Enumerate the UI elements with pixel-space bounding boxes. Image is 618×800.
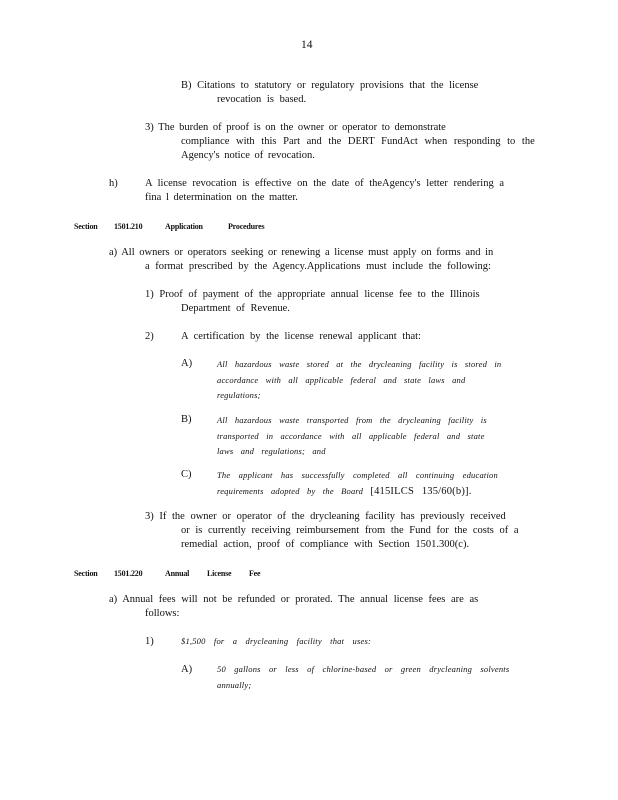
section-title-word: License xyxy=(207,569,232,578)
h-label: h) xyxy=(109,178,118,189)
section-1501-220-heading xyxy=(74,567,294,579)
application-line-1: a) All owners or operators seeking or renewing a license must apply on forms and in xyxy=(109,247,494,258)
fee-1-text: $1,500 for a drycleaning facility that uses: xyxy=(181,636,371,646)
section-word: Section xyxy=(74,222,98,231)
cert-c-line-2 xyxy=(217,484,537,500)
burden-of-proof-item xyxy=(145,121,545,163)
reimbursement-line-1: 3) If the owner or operator of the drycleaning facility has previously received xyxy=(145,511,506,522)
section-title-word: Application xyxy=(165,222,203,231)
payment-line-1: 1) Proof of payment of the appropriate annual license fee to the Illinois xyxy=(145,289,480,300)
revocation-effective-item xyxy=(145,177,545,205)
fee-1-a-line-1: 50 gallons or less of chlorine-based or green drycleaning solvents xyxy=(217,664,510,674)
annual-fees-line-2: follows: xyxy=(145,608,180,619)
section-title-word: Annual xyxy=(165,569,190,578)
reimbursement-line-3: remedial action, proof of compliance with Section 1501.300(c). xyxy=(181,539,470,550)
cert-b-text xyxy=(217,413,537,460)
fee-1-a-text xyxy=(217,662,537,693)
payment-line-2: Department of Revenue. xyxy=(181,303,290,314)
page-number: 14 xyxy=(301,39,313,51)
section-number: 1501.210 xyxy=(114,222,143,231)
section-title-word: Fee xyxy=(249,569,261,578)
cert-c-line-1: The applicant has successfully completed all continuing education xyxy=(217,470,498,480)
section-word: Section xyxy=(74,569,98,578)
citations-line-2: revocation is based. xyxy=(217,94,307,105)
cert-b-line-2: transported in accordance with all applicable federal and state xyxy=(217,430,485,441)
fee-1-a-line-2: annually; xyxy=(217,679,252,690)
annual-fees-line-1: a) Annual fees will not be refunded or prorated. The annual license fees are as xyxy=(109,594,479,605)
cert-b-line-1: All hazardous waste transported from the drycleaning facility is xyxy=(217,415,487,425)
burden-line-3: Agency's notice of revocation. xyxy=(181,150,315,161)
proof-of-payment-item xyxy=(145,288,525,316)
statutory-citation: [415ILCS 135/60(b)]. xyxy=(370,485,472,497)
citations-line-1: B) Citations to statutory or regulatory provisions that the license xyxy=(181,80,479,91)
certification-label: 2) xyxy=(145,331,154,342)
section-title-word: Procedures xyxy=(228,222,265,231)
certification-text: A certification by the license renewal applicant that: xyxy=(181,331,421,342)
application-line-2: a format prescribed by the Agency.Applications must include the following: xyxy=(145,261,491,272)
cert-a-label: A) xyxy=(181,358,193,369)
cert-c-text xyxy=(217,468,537,499)
cert-a-line-1: All hazardous waste stored at the drycleaning facility is stored in xyxy=(217,359,502,369)
reimbursement-compliance-item xyxy=(145,510,545,552)
cert-b-label: B) xyxy=(181,414,192,425)
burden-line-1: 3) The burden of proof is on the owner or operator to demonstrate xyxy=(145,122,446,133)
fee-1-a-label: A) xyxy=(181,664,193,675)
revocation-line-2: fina l determination on the matter. xyxy=(145,192,298,203)
cert-a-line-2: accordance with all applicable federal and state laws and xyxy=(217,374,466,385)
application-requirements-item xyxy=(109,246,539,274)
annual-fees-item xyxy=(109,593,529,621)
reimbursement-line-2: or is currently receiving reimbursement from the Fund for the costs of a xyxy=(181,525,519,536)
cert-a-text xyxy=(217,357,537,404)
section-number: 1501.220 xyxy=(114,569,143,578)
burden-line-2: compliance with this Part and the DERT FundAct when responding to the xyxy=(181,136,535,147)
citations-item xyxy=(181,79,521,107)
cert-b-line-3: laws and regulations; and xyxy=(217,446,326,456)
cert-a-line-3: regulations; xyxy=(217,390,261,400)
cert-c-label: C) xyxy=(181,469,192,480)
cert-c-requirements: requirements adopted by the Board xyxy=(217,485,364,496)
section-1501-210-heading xyxy=(74,220,294,232)
revocation-line-1: A license revocation is effective on the date of theAgency's letter rendering a xyxy=(145,178,504,189)
fee-1-label: 1) xyxy=(145,636,154,647)
